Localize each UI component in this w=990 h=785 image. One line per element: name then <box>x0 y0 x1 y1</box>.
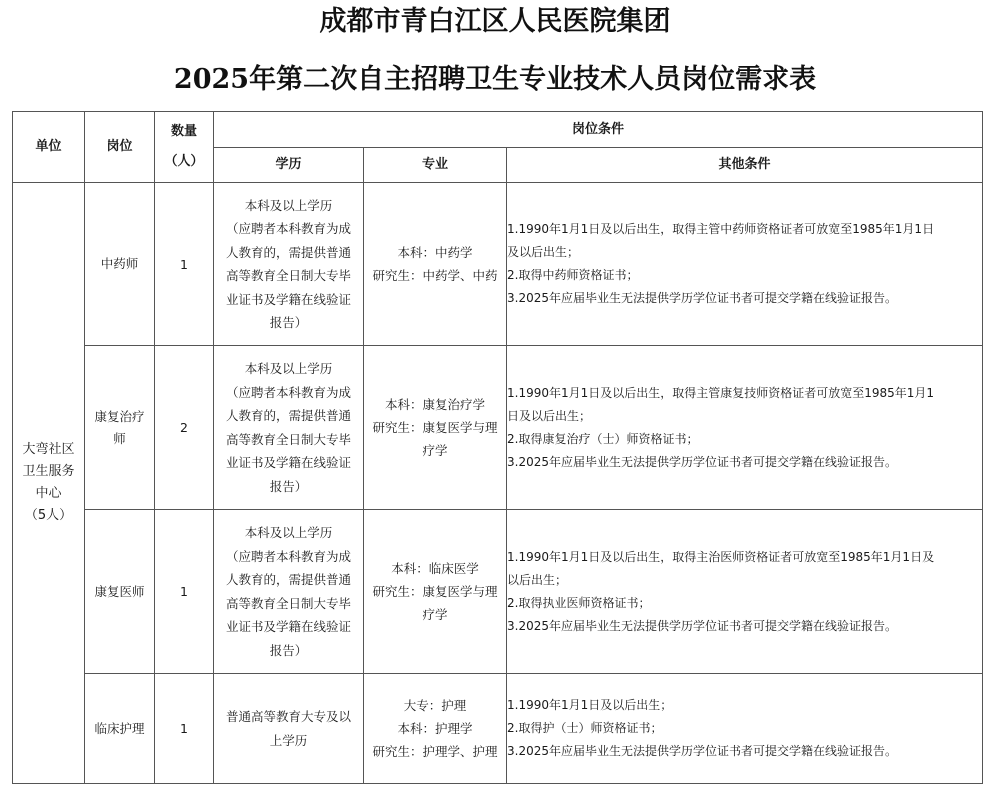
cell-line: （5人） <box>24 508 73 523</box>
cell-line: 大专：护理 <box>403 698 467 713</box>
cell-line: 高等教育全日制大专毕 <box>225 268 351 283</box>
cell-line: 人教育的，需提供普通 <box>225 244 351 260</box>
cell-line: 师 <box>113 430 126 446</box>
table-row <box>13 674 983 784</box>
cell-line: 报告） <box>269 642 308 658</box>
cell-line: 报告） <box>269 478 308 494</box>
header-position: 岗位 <box>85 112 155 183</box>
cell-line: 2.取得康复治疗（士）师资格证书； <box>507 431 699 446</box>
cell-line: 临床护理 <box>94 720 145 736</box>
cell-line: 2.取得中药师资格证书； <box>507 268 639 282</box>
education-cell <box>214 510 364 674</box>
cell-line: （应聘者本科教育为成 <box>225 548 351 564</box>
cell-line: 3.2025年应届毕业生无法提供学历学位证书者可提交学籍在线验证报告。 <box>507 454 897 469</box>
cell-line: 康复医师 <box>94 583 145 599</box>
document-title: 成都市青白江区人民医院集团 <box>319 6 671 37</box>
cell-line: 人教育的，需提供普通 <box>225 408 351 423</box>
cell-line: 疗学 <box>422 607 448 622</box>
major-cell <box>364 346 507 510</box>
quantity-cell: 1 <box>155 674 214 784</box>
cell-line: 业证书及学籍在线验证 <box>225 455 351 470</box>
cell-line: 日及以后出生； <box>507 408 592 423</box>
cell-line: 本科及以上学历 <box>244 361 333 376</box>
cell-line: 本科：临床医学 <box>391 561 479 576</box>
other-conditions-cell <box>507 674 983 784</box>
cell-line: 本科：护理学 <box>397 721 473 736</box>
table-row <box>13 183 983 346</box>
cell-line: （应聘者本科教育为成 <box>225 221 351 236</box>
major-cell <box>364 510 507 674</box>
cell-line: 研究生：中药学、中药 <box>372 268 498 283</box>
header-quantity-line1: 数量 <box>170 124 197 139</box>
cell-line: 2.取得护（士）师资格证书； <box>507 721 663 735</box>
other-conditions-cell <box>507 183 983 346</box>
cell-line: 普通高等教育大专及以 <box>225 709 351 724</box>
cell-line: 及以后出生； <box>507 245 580 259</box>
header-education: 学历 <box>214 148 364 183</box>
education-cell <box>214 674 364 784</box>
cell-line: 研究生：康复医学与理 <box>372 584 498 599</box>
table-row <box>13 346 983 510</box>
quantity-cell: 2 <box>155 346 214 510</box>
header-quantity-line2: （人） <box>164 154 204 169</box>
table-row <box>13 510 983 674</box>
cell-line: 中心 <box>35 486 62 501</box>
cell-line: 3.2025年应届毕业生无法提供学历学位证书者可提交学籍在线验证报告。 <box>507 291 897 305</box>
unit-cell <box>13 183 85 784</box>
header-unit: 单位 <box>13 112 85 183</box>
header-major: 专业 <box>364 148 507 183</box>
major-cell <box>364 183 507 346</box>
cell-line: 3.2025年应届毕业生无法提供学历学位证书者可提交学籍在线验证报告。 <box>507 618 897 633</box>
position-cell <box>85 674 155 784</box>
position-cell <box>85 510 155 674</box>
cell-line: 卫生服务 <box>22 464 75 479</box>
header-conditions: 岗位条件 <box>214 112 983 148</box>
quantity-cell: 1 <box>155 183 214 346</box>
position-cell <box>85 183 155 346</box>
cell-line: 以后出生； <box>507 572 568 587</box>
cell-line: 大弯社区 <box>22 442 75 457</box>
major-cell <box>364 674 507 784</box>
cell-line: 1.1990年1月1日及以后出生，取得主治医师资格证者可放宽至1985年1月1日及 <box>507 549 935 564</box>
quantity-cell: 1 <box>155 510 214 674</box>
cell-line: 研究生：康复医学与理 <box>372 420 498 435</box>
cell-line: 业证书及学籍在线验证 <box>225 619 351 634</box>
cell-line: 本科及以上学历 <box>244 525 333 540</box>
cell-line: 1.1990年1月1日及以后出生； <box>507 698 673 712</box>
cell-line: 人教育的，需提供普通 <box>225 572 351 587</box>
other-conditions-cell <box>507 346 983 510</box>
cell-line: 上学历 <box>269 732 308 748</box>
cell-line: 高等教育全日制大专毕 <box>225 431 351 447</box>
education-cell <box>214 183 364 346</box>
header-other: 其他条件 <box>507 148 983 183</box>
cell-line: 本科及以上学历 <box>244 197 333 213</box>
cell-line: 本科：中药学 <box>397 245 473 260</box>
cell-line: 康复治疗 <box>94 408 145 424</box>
position-requirements-table <box>12 111 983 784</box>
education-cell <box>214 346 364 510</box>
document-subtitle: 2025年第二次自主招聘卫生专业技术人员岗位需求表 <box>173 64 817 95</box>
cell-line: 业证书及学籍在线验证 <box>225 291 351 307</box>
cell-line: 高等教育全日制大专毕 <box>225 595 351 611</box>
position-cell <box>85 346 155 510</box>
cell-line: 研究生：护理学、护理 <box>372 744 498 759</box>
cell-line: 1.1990年1月1日及以后出生，取得主管中药师资格证者可放宽至1985年1月1日 <box>507 222 935 236</box>
cell-line: 本科：康复治疗学 <box>384 397 485 412</box>
other-conditions-cell <box>507 510 983 674</box>
cell-line: 1.1990年1月1日及以后出生，取得主管康复技师资格证者可放宽至1985年1月1 <box>507 385 935 400</box>
cell-line: 2.取得执业医师资格证书； <box>507 595 651 610</box>
cell-line: 中药师 <box>100 256 139 271</box>
cell-line: 3.2025年应届毕业生无法提供学历学位证书者可提交学籍在线验证报告。 <box>507 744 897 758</box>
cell-line: （应聘者本科教育为成 <box>225 384 351 400</box>
header-quantity <box>155 112 214 183</box>
cell-line: 疗学 <box>422 443 448 458</box>
cell-line: 报告） <box>269 315 308 330</box>
